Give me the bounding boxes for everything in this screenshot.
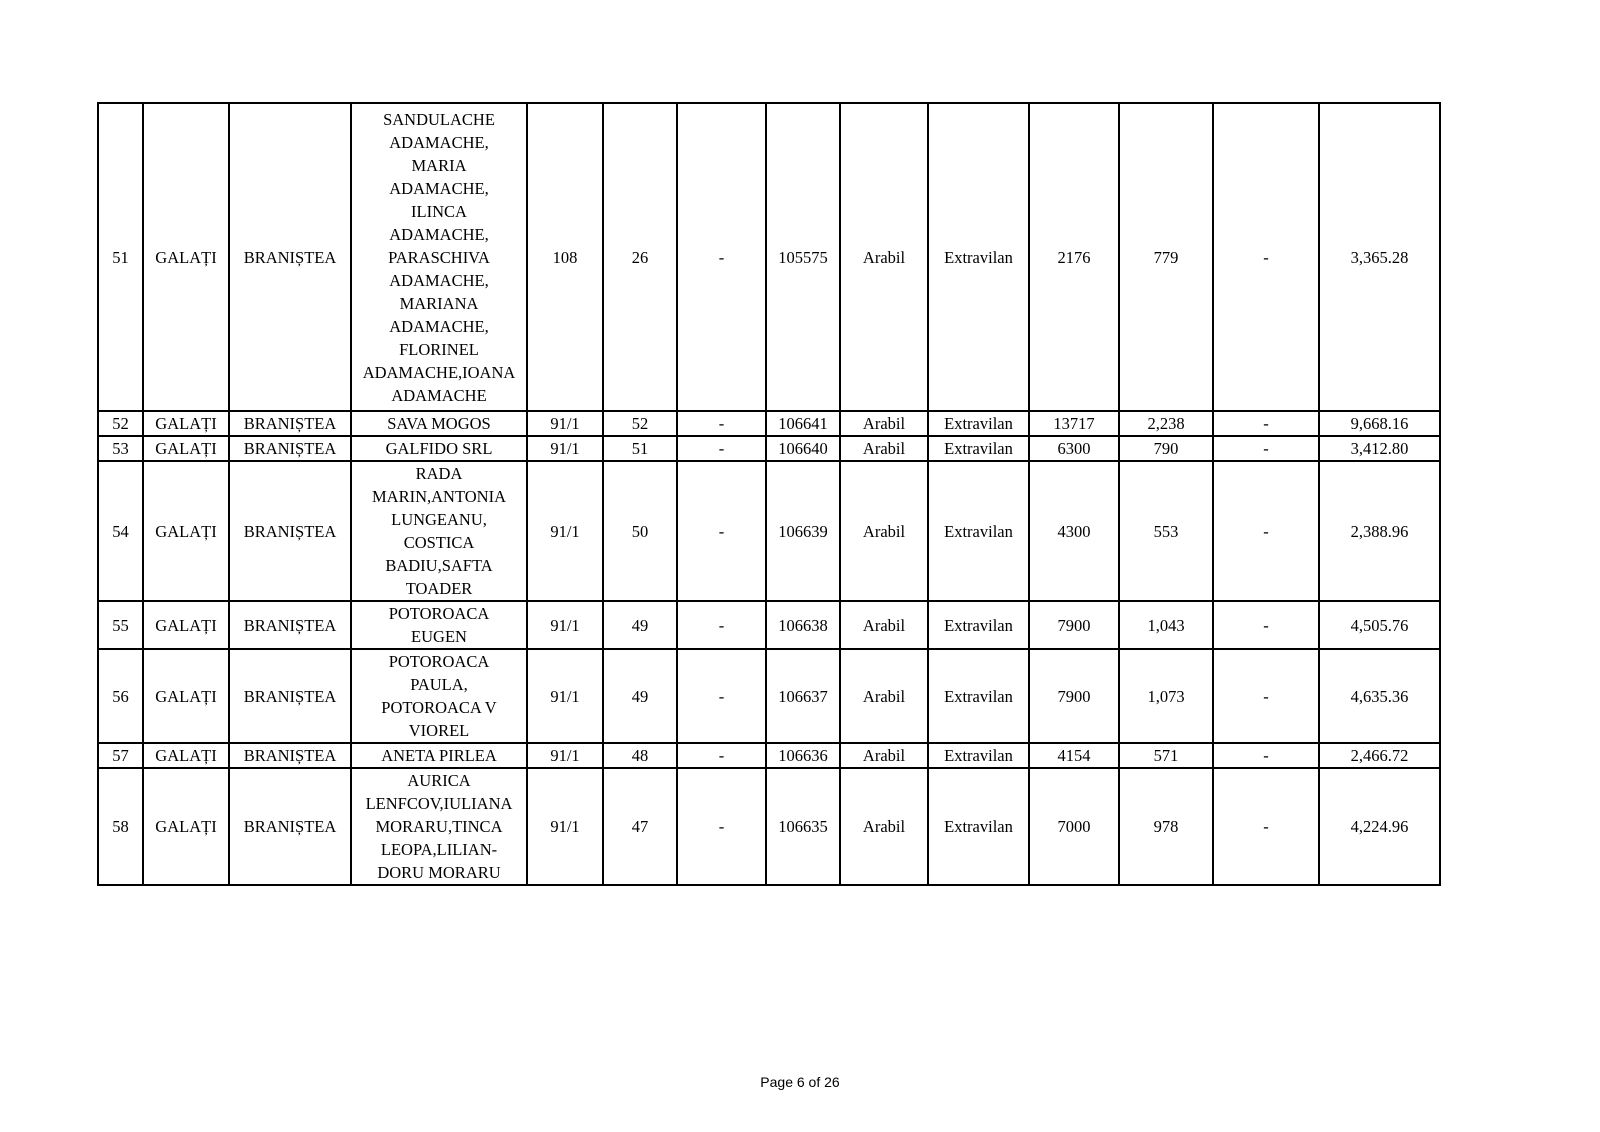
cell-uat: BRANIȘTEA [229, 601, 351, 649]
cell-occupied-area: 790 [1119, 436, 1213, 461]
cell-owner [351, 411, 527, 436]
cell-nr-cad: - [677, 768, 766, 885]
cell-category: Arabil [840, 411, 928, 436]
table-row [98, 768, 1440, 885]
cell-category: Arabil [840, 768, 928, 885]
cell-dash: - [1213, 103, 1319, 411]
cell-area: 4300 [1029, 461, 1119, 601]
cell-nr: 53 [98, 436, 143, 461]
cell-uat: BRANIȘTEA [229, 768, 351, 885]
cell-area: 13717 [1029, 411, 1119, 436]
table-row [98, 461, 1440, 601]
cell-uat: BRANIȘTEA [229, 411, 351, 436]
cell-owner [351, 436, 527, 461]
cell-uat: BRANIȘTEA [229, 649, 351, 743]
cell-tarla: 91/1 [527, 461, 603, 601]
cell-dash: - [1213, 436, 1319, 461]
cell-cf: 106635 [766, 768, 840, 885]
cell-occupied-area: 1,073 [1119, 649, 1213, 743]
owner-names: SANDULACHE ADAMACHE, MARIA ADAMACHE, ILINCA ADAMACHE, PARASCHIVA ADAMACHE, MARIANA ADAMACHE, FLORINEL ADAMACHE,IOANA ADAMACHE [362, 109, 516, 405]
cell-value: 4,505.76 [1319, 601, 1440, 649]
cell-category: Arabil [840, 649, 928, 743]
cell-zone: Extravilan [928, 601, 1029, 649]
cell-tarla: 108 [527, 103, 603, 411]
cell-area: 7000 [1029, 768, 1119, 885]
cell-value: 4,635.36 [1319, 649, 1440, 743]
owner-names: GALFIDO SRL [385, 439, 493, 458]
cell-cf: 106640 [766, 436, 840, 461]
cell-zone: Extravilan [928, 768, 1029, 885]
cell-dash: - [1213, 461, 1319, 601]
cell-value: 4,224.96 [1319, 768, 1440, 885]
cell-tarla: 91/1 [527, 411, 603, 436]
cell-area: 7900 [1029, 601, 1119, 649]
owner-names: POTOROACA PAULA, POTOROACA V VIOREL [381, 652, 497, 740]
cell-cf: 105575 [766, 103, 840, 411]
cell-value: 2,466.72 [1319, 743, 1440, 768]
cell-uat: BRANIȘTEA [229, 743, 351, 768]
cell-owner [351, 461, 527, 601]
cell-nr-cad: - [677, 461, 766, 601]
cell-category: Arabil [840, 743, 928, 768]
table-row [98, 436, 1440, 461]
cell-tarla: 91/1 [527, 649, 603, 743]
cell-area: 2176 [1029, 103, 1119, 411]
cell-nr: 56 [98, 649, 143, 743]
cell-nr: 57 [98, 743, 143, 768]
cell-dash: - [1213, 411, 1319, 436]
cell-owner [351, 601, 527, 649]
cell-value: 3,412.80 [1319, 436, 1440, 461]
cell-parcela: 26 [603, 103, 677, 411]
cell-owner [351, 768, 527, 885]
owner-names: ANETA PIRLEA [381, 746, 497, 765]
cell-parcela: 48 [603, 743, 677, 768]
cell-zone: Extravilan [928, 411, 1029, 436]
cell-nr: 51 [98, 103, 143, 411]
table-row [98, 649, 1440, 743]
cell-judet: GALAȚI [143, 461, 229, 601]
cell-parcela: 51 [603, 436, 677, 461]
cell-zone: Extravilan [928, 649, 1029, 743]
cell-uat: BRANIȘTEA [229, 461, 351, 601]
cell-tarla: 91/1 [527, 768, 603, 885]
cell-category: Arabil [840, 436, 928, 461]
cell-area: 4154 [1029, 743, 1119, 768]
cell-cf: 106638 [766, 601, 840, 649]
cell-occupied-area: 2,238 [1119, 411, 1213, 436]
cell-nr: 55 [98, 601, 143, 649]
table-row [98, 601, 1440, 649]
cell-cf: 106641 [766, 411, 840, 436]
cell-nr-cad: - [677, 436, 766, 461]
cell-category: Arabil [840, 461, 928, 601]
cell-tarla: 91/1 [527, 436, 603, 461]
cell-dash: - [1213, 768, 1319, 885]
cell-occupied-area: 553 [1119, 461, 1213, 601]
cell-judet: GALAȚI [143, 103, 229, 411]
cell-dash: - [1213, 743, 1319, 768]
cell-nr-cad: - [677, 601, 766, 649]
cell-parcela: 47 [603, 768, 677, 885]
table-row [98, 411, 1440, 436]
cell-zone: Extravilan [928, 743, 1029, 768]
cell-cf: 106639 [766, 461, 840, 601]
cell-judet: GALAȚI [143, 601, 229, 649]
cell-zone: Extravilan [928, 436, 1029, 461]
cell-value: 9,668.16 [1319, 411, 1440, 436]
cell-occupied-area: 1,043 [1119, 601, 1213, 649]
cell-value: 2,388.96 [1319, 461, 1440, 601]
cell-uat: BRANIȘTEA [229, 436, 351, 461]
cell-category: Arabil [840, 601, 928, 649]
cell-owner [351, 743, 527, 768]
cell-area: 6300 [1029, 436, 1119, 461]
cell-nr-cad: - [677, 411, 766, 436]
cell-nr: 52 [98, 411, 143, 436]
cell-dash: - [1213, 649, 1319, 743]
cell-parcela: 52 [603, 411, 677, 436]
cell-dash: - [1213, 601, 1319, 649]
page-number: Page 6 of 26 [760, 1074, 840, 1090]
cell-nr: 58 [98, 768, 143, 885]
cell-parcela: 49 [603, 649, 677, 743]
cell-judet: GALAȚI [143, 768, 229, 885]
cell-judet: GALAȚI [143, 436, 229, 461]
cell-nr-cad: - [677, 743, 766, 768]
cell-parcela: 50 [603, 461, 677, 601]
cell-judet: GALAȚI [143, 411, 229, 436]
table-row [98, 103, 1440, 411]
owner-names: AURICA LENFCOV,IULIANA MORARU,TINCA LEOPA,LILIAN- DORU MORARU [365, 771, 513, 882]
cell-occupied-area: 779 [1119, 103, 1213, 411]
cell-uat: BRANIȘTEA [229, 103, 351, 411]
cell-parcela: 49 [603, 601, 677, 649]
cell-value: 3,365.28 [1319, 103, 1440, 411]
owner-names: RADA MARIN,ANTONIA LUNGEANU, COSTICA BADIU,SAFTA TOADER [372, 464, 506, 598]
cell-cf: 106636 [766, 743, 840, 768]
data-table [97, 102, 1441, 886]
table-row [98, 743, 1440, 768]
cell-owner [351, 103, 527, 411]
owner-names: SAVA MOGOS [387, 414, 491, 433]
cell-owner [351, 649, 527, 743]
cell-zone: Extravilan [928, 461, 1029, 601]
owner-names: POTOROACA EUGEN [388, 604, 490, 646]
cell-zone: Extravilan [928, 103, 1029, 411]
cell-nr-cad: - [677, 649, 766, 743]
cell-nr: 54 [98, 461, 143, 601]
cell-category: Arabil [840, 103, 928, 411]
cell-area: 7900 [1029, 649, 1119, 743]
cell-judet: GALAȚI [143, 743, 229, 768]
cell-occupied-area: 978 [1119, 768, 1213, 885]
cell-tarla: 91/1 [527, 601, 603, 649]
cell-judet: GALAȚI [143, 649, 229, 743]
cell-nr-cad: - [677, 103, 766, 411]
cell-occupied-area: 571 [1119, 743, 1213, 768]
cell-tarla: 91/1 [527, 743, 603, 768]
cell-cf: 106637 [766, 649, 840, 743]
